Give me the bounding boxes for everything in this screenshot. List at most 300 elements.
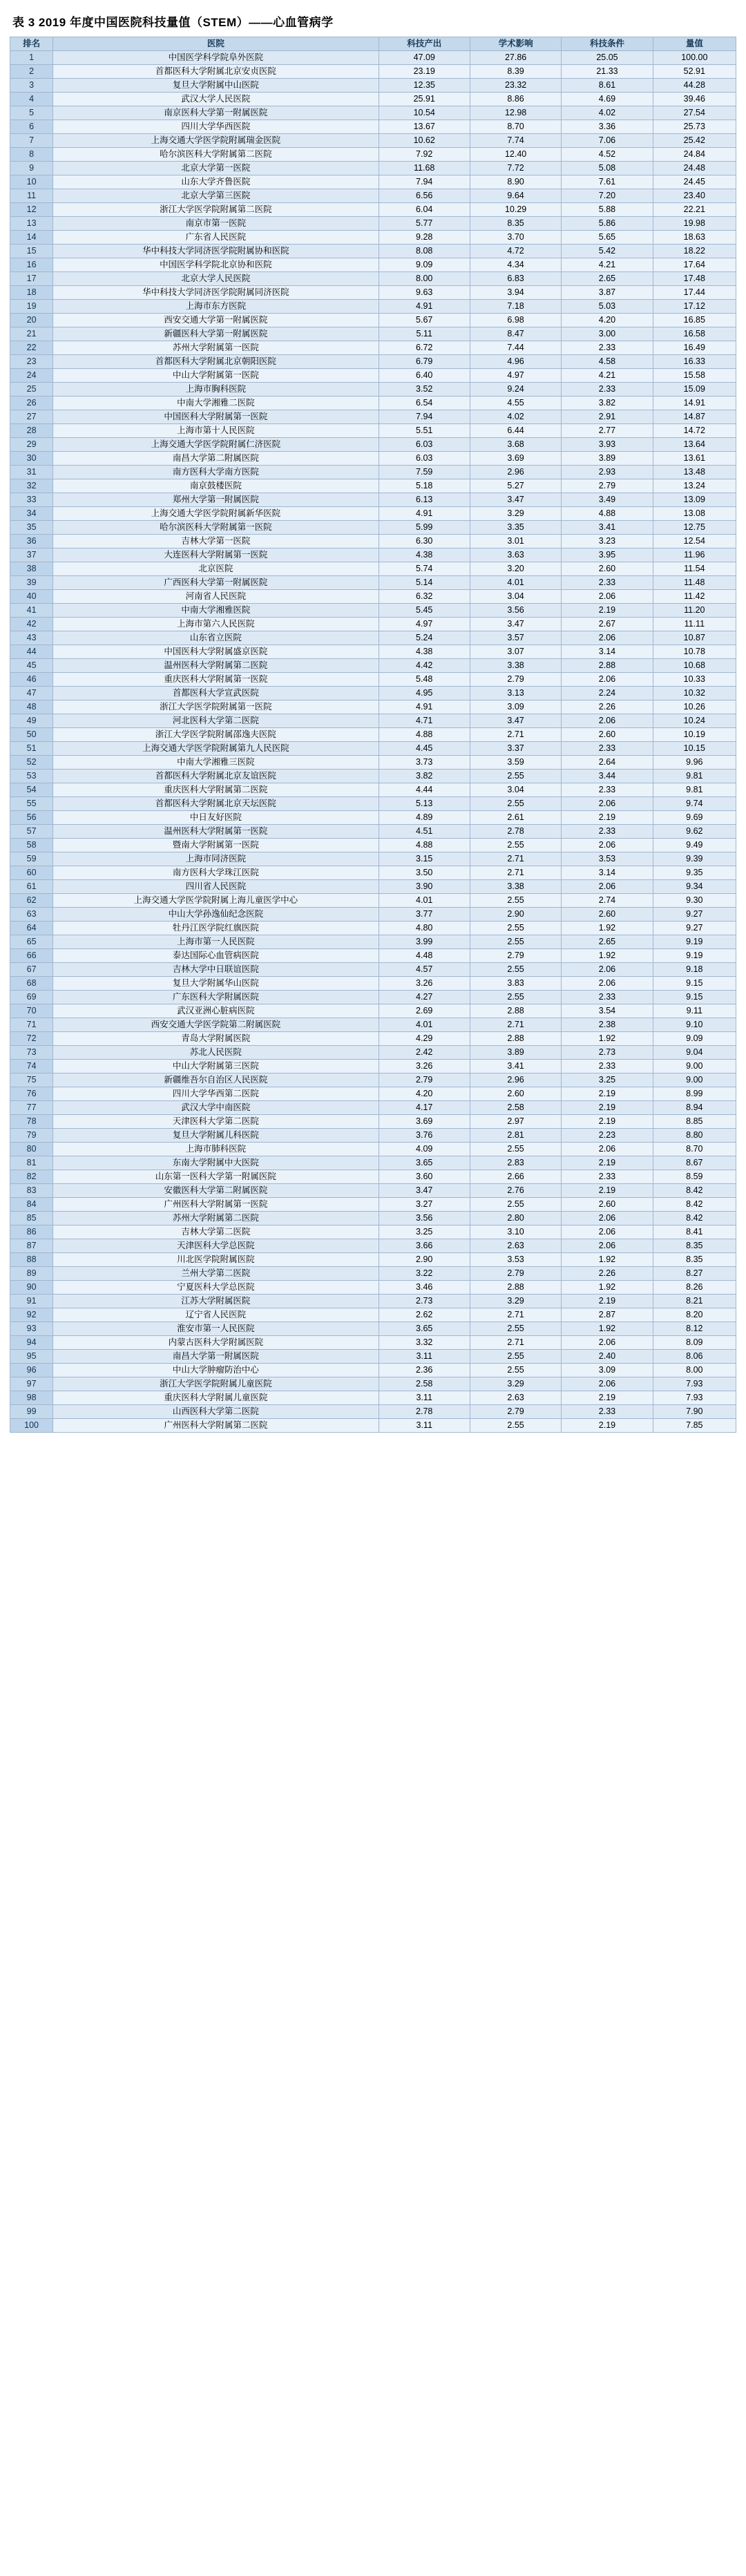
cell-academic-impact: 3.38	[470, 880, 561, 894]
column-header-sci-output: 科技产出	[379, 37, 470, 51]
table-row	[10, 1046, 736, 1060]
cell-hospital: 天津医科大学第二医院	[53, 1115, 379, 1129]
cell-total-value: 12.75	[653, 521, 736, 535]
cell-sci-output: 3.76	[379, 1129, 470, 1143]
column-header-rank: 排名	[10, 37, 53, 51]
cell-sci-conditions: 1.92	[562, 922, 653, 935]
cell-hospital: 吉林大学中日联谊医院	[53, 963, 379, 977]
column-header-sci-conditions: 科技条件	[562, 37, 653, 51]
cell-sci-output: 4.97	[379, 618, 470, 631]
cell-sci-conditions: 3.44	[562, 770, 653, 783]
cell-total-value: 9.15	[653, 991, 736, 1004]
cell-sci-output: 4.01	[379, 1018, 470, 1032]
cell-rank: 38	[10, 562, 53, 576]
cell-rank: 11	[10, 189, 53, 203]
cell-sci-output: 4.29	[379, 1032, 470, 1046]
cell-rank: 89	[10, 1267, 53, 1281]
table-row	[10, 355, 736, 369]
table-row	[10, 1101, 736, 1115]
cell-hospital: 南方医科大学南方医院	[53, 466, 379, 479]
cell-academic-impact: 2.55	[470, 922, 561, 935]
cell-academic-impact: 3.37	[470, 742, 561, 756]
cell-sci-output: 4.95	[379, 687, 470, 700]
cell-rank: 35	[10, 521, 53, 535]
cell-hospital: 苏州大学附属第二医院	[53, 1212, 379, 1225]
cell-sci-conditions: 3.82	[562, 397, 653, 410]
cell-sci-output: 3.22	[379, 1267, 470, 1281]
cell-academic-impact: 8.70	[470, 120, 561, 134]
cell-hospital: 浙江大学医学院附属邵逸夫医院	[53, 728, 379, 742]
cell-hospital: 河南省人民医院	[53, 590, 379, 604]
cell-rank: 55	[10, 797, 53, 811]
cell-academic-impact: 2.79	[470, 1267, 561, 1281]
header-row	[10, 37, 736, 51]
cell-total-value: 27.54	[653, 106, 736, 120]
cell-rank: 18	[10, 286, 53, 300]
cell-total-value: 24.45	[653, 175, 736, 189]
cell-rank: 48	[10, 700, 53, 714]
cell-rank: 63	[10, 908, 53, 922]
cell-sci-output: 2.73	[379, 1295, 470, 1308]
cell-sci-output: 13.67	[379, 120, 470, 134]
cell-hospital: 首都医科大学附属北京朝阳医院	[53, 355, 379, 369]
table-row	[10, 314, 736, 327]
table-row	[10, 1281, 736, 1295]
table-row	[10, 93, 736, 106]
table-row	[10, 1322, 736, 1336]
cell-academic-impact: 6.83	[470, 272, 561, 286]
table-row	[10, 120, 736, 134]
cell-sci-output: 25.91	[379, 93, 470, 106]
cell-academic-impact: 2.88	[470, 1004, 561, 1018]
cell-sci-output: 3.46	[379, 1281, 470, 1295]
cell-rank: 60	[10, 866, 53, 880]
cell-hospital: 山东第一医科大学第一附属医院	[53, 1170, 379, 1184]
cell-total-value: 7.90	[653, 1405, 736, 1419]
table-row	[10, 908, 736, 922]
table-row	[10, 1405, 736, 1419]
cell-sci-output: 7.94	[379, 175, 470, 189]
table-row	[10, 438, 736, 452]
cell-hospital: 广西医科大学第一附属医院	[53, 576, 379, 590]
cell-academic-impact: 3.13	[470, 687, 561, 700]
cell-sci-conditions: 2.06	[562, 797, 653, 811]
cell-academic-impact: 2.55	[470, 991, 561, 1004]
cell-total-value: 9.18	[653, 963, 736, 977]
cell-total-value: 11.20	[653, 604, 736, 618]
cell-rank: 29	[10, 438, 53, 452]
cell-rank: 19	[10, 300, 53, 314]
cell-hospital: 复旦大学附属中山医院	[53, 79, 379, 93]
cell-rank: 9	[10, 162, 53, 175]
cell-rank: 79	[10, 1129, 53, 1143]
cell-total-value: 8.12	[653, 1322, 736, 1336]
cell-rank: 25	[10, 383, 53, 397]
cell-sci-output: 4.42	[379, 659, 470, 673]
table-row	[10, 272, 736, 286]
cell-sci-output: 9.63	[379, 286, 470, 300]
cell-academic-impact: 3.59	[470, 756, 561, 770]
table-row	[10, 922, 736, 935]
cell-rank: 3	[10, 79, 53, 93]
cell-sci-output: 2.69	[379, 1004, 470, 1018]
cell-sci-conditions: 1.92	[562, 949, 653, 963]
cell-academic-impact: 10.29	[470, 203, 561, 217]
cell-total-value: 9.15	[653, 977, 736, 991]
cell-rank: 77	[10, 1101, 53, 1115]
cell-sci-output: 3.11	[379, 1419, 470, 1433]
cell-sci-output: 4.91	[379, 507, 470, 521]
cell-sci-conditions: 25.05	[562, 51, 653, 65]
cell-rank: 12	[10, 203, 53, 217]
cell-hospital: 上海市肺科医院	[53, 1143, 379, 1156]
cell-sci-output: 3.66	[379, 1239, 470, 1253]
cell-sci-output: 4.45	[379, 742, 470, 756]
cell-hospital: 武汉亚洲心脏病医院	[53, 1004, 379, 1018]
table-row	[10, 604, 736, 618]
table-row	[10, 1295, 736, 1308]
table-row	[10, 880, 736, 894]
cell-sci-conditions: 2.79	[562, 479, 653, 493]
cell-total-value: 23.40	[653, 189, 736, 203]
table-row	[10, 203, 736, 217]
cell-rank: 73	[10, 1046, 53, 1060]
cell-academic-impact: 2.55	[470, 1364, 561, 1377]
cell-hospital: 郑州大学第一附属医院	[53, 493, 379, 507]
cell-total-value: 9.11	[653, 1004, 736, 1018]
table-row	[10, 770, 736, 783]
cell-hospital: 华中科技大学同济医学院附属同济医院	[53, 286, 379, 300]
cell-total-value: 9.00	[653, 1074, 736, 1087]
cell-sci-conditions: 4.02	[562, 106, 653, 120]
cell-hospital: 北京大学第一医院	[53, 162, 379, 175]
cell-hospital: 上海市同济医院	[53, 852, 379, 866]
cell-rank: 91	[10, 1295, 53, 1308]
cell-rank: 46	[10, 673, 53, 687]
table-row	[10, 1018, 736, 1032]
cell-rank: 2	[10, 65, 53, 79]
cell-total-value: 9.69	[653, 811, 736, 825]
column-header-total-value: 量值	[653, 37, 736, 51]
cell-sci-conditions: 2.33	[562, 991, 653, 1004]
cell-total-value: 8.26	[653, 1281, 736, 1295]
cell-rank: 31	[10, 466, 53, 479]
cell-academic-impact: 2.61	[470, 811, 561, 825]
table-row	[10, 1156, 736, 1170]
cell-sci-output: 6.56	[379, 189, 470, 203]
table-row	[10, 79, 736, 93]
cell-academic-impact: 3.09	[470, 700, 561, 714]
cell-rank: 49	[10, 714, 53, 728]
cell-academic-impact: 2.71	[470, 1308, 561, 1322]
table-row	[10, 65, 736, 79]
cell-sci-conditions: 4.52	[562, 148, 653, 162]
cell-total-value: 15.09	[653, 383, 736, 397]
cell-hospital: 山东省立医院	[53, 631, 379, 645]
cell-academic-impact: 5.27	[470, 479, 561, 493]
cell-hospital: 东南大学附属中大医院	[53, 1156, 379, 1170]
cell-sci-output: 4.51	[379, 825, 470, 839]
cell-rank: 74	[10, 1060, 53, 1074]
cell-sci-conditions: 2.06	[562, 1225, 653, 1239]
cell-total-value: 10.15	[653, 742, 736, 756]
cell-rank: 64	[10, 922, 53, 935]
cell-hospital: 南京医科大学第一附属医院	[53, 106, 379, 120]
cell-total-value: 14.91	[653, 397, 736, 410]
cell-sci-conditions: 2.33	[562, 341, 653, 355]
cell-sci-conditions: 2.06	[562, 839, 653, 852]
cell-total-value: 24.84	[653, 148, 736, 162]
cell-academic-impact: 2.55	[470, 1350, 561, 1364]
table-row	[10, 106, 736, 120]
cell-sci-output: 3.65	[379, 1156, 470, 1170]
cell-academic-impact: 2.78	[470, 825, 561, 839]
table-row	[10, 1212, 736, 1225]
cell-sci-conditions: 2.91	[562, 410, 653, 424]
cell-sci-conditions: 2.06	[562, 1212, 653, 1225]
table-row	[10, 742, 736, 756]
table-row	[10, 700, 736, 714]
cell-sci-conditions: 2.60	[562, 562, 653, 576]
cell-hospital: 首都医科大学附属北京友谊医院	[53, 770, 379, 783]
cell-total-value: 9.30	[653, 894, 736, 908]
cell-sci-conditions: 1.92	[562, 1322, 653, 1336]
cell-sci-conditions: 2.19	[562, 1419, 653, 1433]
cell-total-value: 9.62	[653, 825, 736, 839]
cell-total-value: 8.80	[653, 1129, 736, 1143]
cell-sci-conditions: 2.06	[562, 1377, 653, 1391]
cell-rank: 92	[10, 1308, 53, 1322]
cell-academic-impact: 4.96	[470, 355, 561, 369]
cell-sci-conditions: 3.95	[562, 548, 653, 562]
cell-academic-impact: 4.01	[470, 576, 561, 590]
table-row	[10, 231, 736, 245]
cell-total-value: 11.96	[653, 548, 736, 562]
cell-academic-impact: 3.56	[470, 604, 561, 618]
cell-sci-output: 9.09	[379, 258, 470, 272]
cell-sci-output: 4.80	[379, 922, 470, 935]
table-row	[10, 935, 736, 949]
cell-sci-conditions: 3.25	[562, 1074, 653, 1087]
cell-hospital: 广东省人民医院	[53, 231, 379, 245]
table-row	[10, 839, 736, 852]
cell-total-value: 8.35	[653, 1253, 736, 1267]
table-row	[10, 548, 736, 562]
cell-hospital: 泰达国际心血管病医院	[53, 949, 379, 963]
cell-sci-output: 4.91	[379, 300, 470, 314]
cell-sci-conditions: 2.06	[562, 714, 653, 728]
cell-sci-output: 6.03	[379, 438, 470, 452]
cell-academic-impact: 3.29	[470, 1377, 561, 1391]
cell-total-value: 9.19	[653, 935, 736, 949]
cell-hospital: 中南大学湘雅三医院	[53, 756, 379, 770]
cell-sci-output: 5.24	[379, 631, 470, 645]
cell-sci-output: 5.18	[379, 479, 470, 493]
cell-hospital: 苏北人民医院	[53, 1046, 379, 1060]
cell-academic-impact: 2.76	[470, 1184, 561, 1198]
cell-academic-impact: 2.83	[470, 1156, 561, 1170]
cell-academic-impact: 3.47	[470, 618, 561, 631]
cell-sci-conditions: 2.60	[562, 1198, 653, 1212]
table-row	[10, 963, 736, 977]
cell-sci-conditions: 2.65	[562, 935, 653, 949]
cell-sci-conditions: 7.20	[562, 189, 653, 203]
cell-total-value: 9.10	[653, 1018, 736, 1032]
cell-rank: 26	[10, 397, 53, 410]
cell-sci-conditions: 3.41	[562, 521, 653, 535]
cell-sci-conditions: 2.67	[562, 618, 653, 631]
cell-academic-impact: 2.81	[470, 1129, 561, 1143]
cell-total-value: 8.41	[653, 1225, 736, 1239]
cell-rank: 34	[10, 507, 53, 521]
table-row	[10, 1391, 736, 1405]
cell-sci-conditions: 2.33	[562, 783, 653, 797]
cell-sci-output: 2.62	[379, 1308, 470, 1322]
cell-rank: 100	[10, 1419, 53, 1433]
cell-rank: 67	[10, 963, 53, 977]
cell-total-value: 9.19	[653, 949, 736, 963]
cell-academic-impact: 2.79	[470, 673, 561, 687]
cell-academic-impact: 3.47	[470, 493, 561, 507]
cell-sci-conditions: 3.09	[562, 1364, 653, 1377]
table-row	[10, 1267, 736, 1281]
cell-rank: 8	[10, 148, 53, 162]
cell-hospital: 广州医科大学附属第二医院	[53, 1419, 379, 1433]
cell-total-value: 11.42	[653, 590, 736, 604]
cell-sci-output: 4.38	[379, 548, 470, 562]
cell-rank: 61	[10, 880, 53, 894]
table-row	[10, 1198, 736, 1212]
cell-hospital: 重庆医科大学附属第二医院	[53, 783, 379, 797]
cell-total-value: 9.35	[653, 866, 736, 880]
cell-total-value: 8.06	[653, 1350, 736, 1364]
cell-academic-impact: 8.35	[470, 217, 561, 231]
cell-hospital: 中山大学肿瘤防治中心	[53, 1364, 379, 1377]
cell-sci-output: 6.32	[379, 590, 470, 604]
cell-sci-conditions: 2.33	[562, 383, 653, 397]
cell-sci-conditions: 4.69	[562, 93, 653, 106]
cell-academic-impact: 2.55	[470, 1419, 561, 1433]
cell-academic-impact: 3.29	[470, 507, 561, 521]
cell-academic-impact: 2.55	[470, 797, 561, 811]
table-row	[10, 521, 736, 535]
cell-academic-impact: 12.40	[470, 148, 561, 162]
cell-sci-conditions: 2.06	[562, 977, 653, 991]
cell-academic-impact: 3.10	[470, 1225, 561, 1239]
cell-hospital: 吉林大学第一医院	[53, 535, 379, 548]
cell-rank: 93	[10, 1322, 53, 1336]
table-row	[10, 645, 736, 659]
table-row	[10, 410, 736, 424]
cell-total-value: 16.33	[653, 355, 736, 369]
cell-rank: 32	[10, 479, 53, 493]
cell-sci-conditions: 3.87	[562, 286, 653, 300]
cell-sci-output: 10.62	[379, 134, 470, 148]
cell-academic-impact: 3.68	[470, 438, 561, 452]
cell-total-value: 18.22	[653, 245, 736, 258]
cell-total-value: 13.08	[653, 507, 736, 521]
cell-total-value: 13.64	[653, 438, 736, 452]
cell-sci-conditions: 7.61	[562, 175, 653, 189]
cell-rank: 82	[10, 1170, 53, 1184]
cell-sci-output: 6.54	[379, 397, 470, 410]
cell-rank: 45	[10, 659, 53, 673]
cell-academic-impact: 2.55	[470, 1322, 561, 1336]
cell-total-value: 16.49	[653, 341, 736, 355]
cell-total-value: 14.72	[653, 424, 736, 438]
cell-academic-impact: 23.32	[470, 79, 561, 93]
table-row	[10, 1364, 736, 1377]
table-row	[10, 452, 736, 466]
cell-academic-impact: 4.02	[470, 410, 561, 424]
cell-rank: 22	[10, 341, 53, 355]
cell-hospital: 华中科技大学同济医学院附属协和医院	[53, 245, 379, 258]
cell-rank: 16	[10, 258, 53, 272]
table-row	[10, 1419, 736, 1433]
cell-hospital: 浙江大学医学院附属第一医院	[53, 700, 379, 714]
cell-hospital: 上海交通大学医学院附属新华医院	[53, 507, 379, 521]
cell-rank: 17	[10, 272, 53, 286]
cell-hospital: 山西医科大学第二医院	[53, 1405, 379, 1419]
cell-hospital: 南方医科大学珠江医院	[53, 866, 379, 880]
cell-sci-conditions: 4.20	[562, 314, 653, 327]
cell-sci-output: 5.13	[379, 797, 470, 811]
cell-hospital: 北京医院	[53, 562, 379, 576]
cell-total-value: 9.04	[653, 1046, 736, 1060]
cell-sci-conditions: 2.33	[562, 825, 653, 839]
cell-rank: 33	[10, 493, 53, 507]
cell-sci-conditions: 2.23	[562, 1129, 653, 1143]
cell-hospital: 中国医学科学院阜外医院	[53, 51, 379, 65]
cell-sci-output: 3.82	[379, 770, 470, 783]
cell-sci-output: 4.44	[379, 783, 470, 797]
table-row	[10, 479, 736, 493]
cell-total-value: 17.48	[653, 272, 736, 286]
cell-sci-output: 5.48	[379, 673, 470, 687]
table-row	[10, 576, 736, 590]
cell-sci-output: 4.09	[379, 1143, 470, 1156]
cell-academic-impact: 2.63	[470, 1391, 561, 1405]
cell-sci-conditions: 3.00	[562, 327, 653, 341]
table-row	[10, 217, 736, 231]
cell-sci-output: 5.51	[379, 424, 470, 438]
cell-rank: 39	[10, 576, 53, 590]
cell-hospital: 中山大学附属第一医院	[53, 369, 379, 383]
cell-rank: 14	[10, 231, 53, 245]
cell-hospital: 四川大学华西第二医院	[53, 1087, 379, 1101]
cell-hospital: 南昌大学第二附属医院	[53, 452, 379, 466]
cell-total-value: 13.24	[653, 479, 736, 493]
table-row	[10, 852, 736, 866]
cell-rank: 88	[10, 1253, 53, 1267]
cell-sci-output: 4.89	[379, 811, 470, 825]
cell-hospital: 浙江大学医学院附属第二医院	[53, 203, 379, 217]
cell-sci-output: 4.91	[379, 700, 470, 714]
cell-academic-impact: 2.55	[470, 770, 561, 783]
cell-rank: 57	[10, 825, 53, 839]
cell-academic-impact: 3.94	[470, 286, 561, 300]
table-row	[10, 949, 736, 963]
cell-sci-output: 5.11	[379, 327, 470, 341]
cell-sci-output: 4.71	[379, 714, 470, 728]
cell-sci-output: 6.79	[379, 355, 470, 369]
cell-sci-output: 8.00	[379, 272, 470, 286]
cell-academic-impact: 3.83	[470, 977, 561, 991]
cell-sci-conditions: 2.19	[562, 1101, 653, 1115]
table-row	[10, 825, 736, 839]
cell-sci-output: 23.19	[379, 65, 470, 79]
cell-academic-impact: 3.89	[470, 1046, 561, 1060]
